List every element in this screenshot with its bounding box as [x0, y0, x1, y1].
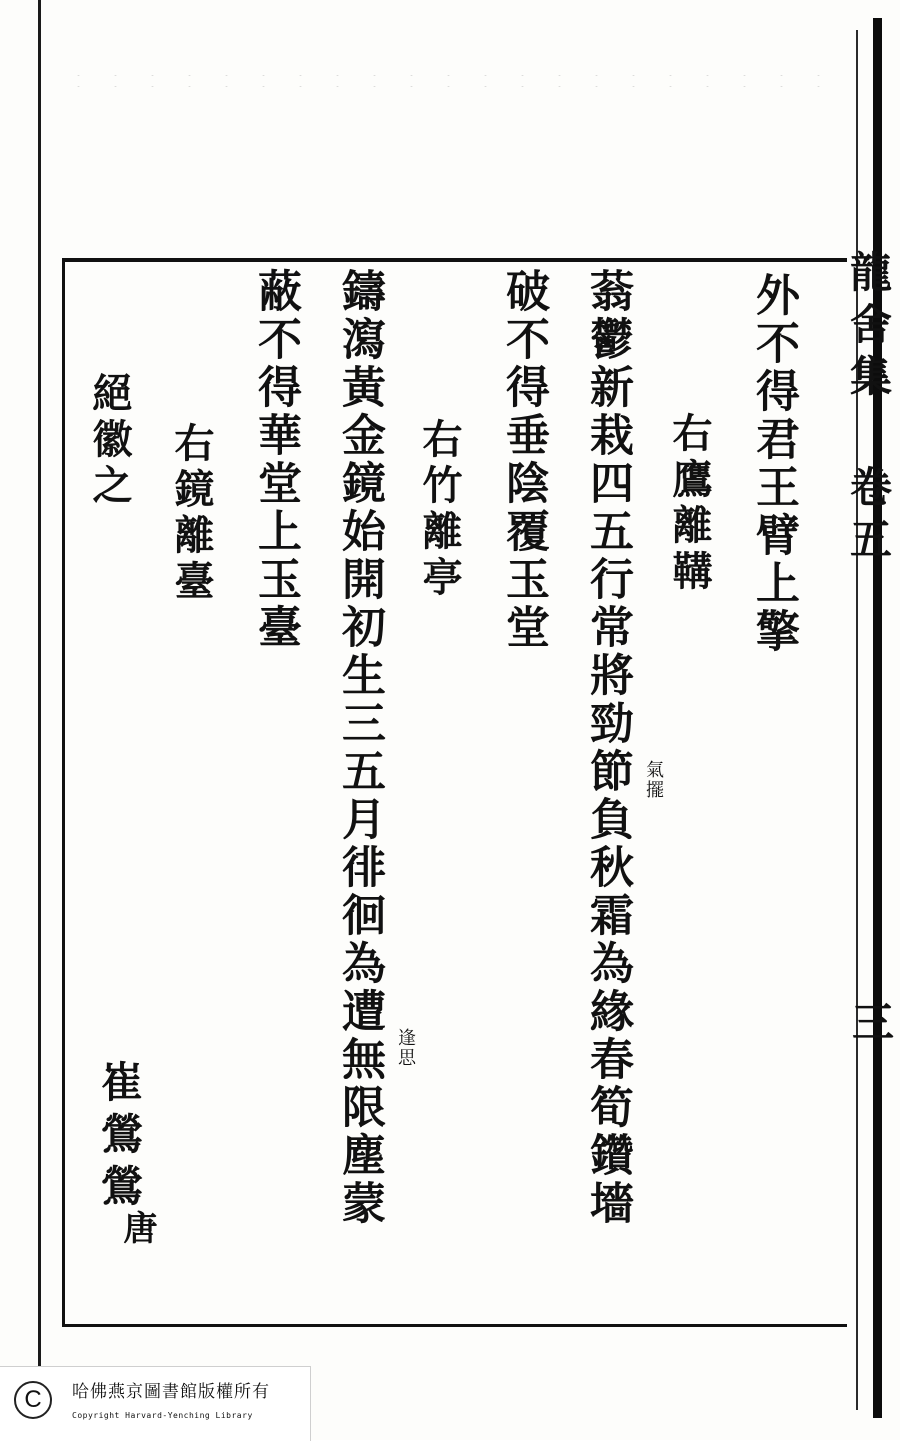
left-margin-rule [38, 0, 41, 1440]
heading-column-8: 右鏡離臺 [168, 422, 215, 606]
binding-edge-line [856, 30, 858, 1410]
text-column-6: 鑄瀉黃金鏡始開初生三五月徘徊為遭無限塵蒙 [334, 268, 385, 1228]
copyright-chinese: 哈佛燕京圖書館版權所有 [72, 1382, 270, 1402]
copyright-footer [0, 1366, 311, 1441]
text-column-4: 破不得垂陰覆玉堂 [498, 268, 549, 652]
copyright-english: Copyright Harvard-Yenching Library [72, 1411, 253, 1420]
running-head: 龍舍集 卷五 [844, 250, 893, 569]
text-column-1: 外不得君王臂上擎 [748, 272, 799, 656]
text-column-7: 蔽不得華堂上玉臺 [250, 268, 301, 652]
folio-number: 三 [846, 1000, 895, 1042]
author-name-text: 崔鶯鶯 [95, 1060, 144, 1216]
heading-column-2: 右鷹離鞲 [666, 412, 713, 596]
paper-specks [60, 70, 820, 90]
author-name [90, 1060, 148, 1216]
text-column-3: 蓊鬱新栽四五行常將勁節負秋霜為緣春筍鑽墻 [582, 268, 633, 1228]
author-dynasty: 唐 [117, 1210, 157, 1248]
annotation-2: 逢思 [395, 1028, 416, 1068]
binding-shadow [873, 18, 882, 1418]
heading-column-5: 右竹離亭 [416, 418, 463, 602]
copyright-icon: C [14, 1381, 52, 1419]
text-column-9: 絕徽之 [86, 372, 133, 510]
annotation-1: 氣擺 [643, 760, 664, 800]
